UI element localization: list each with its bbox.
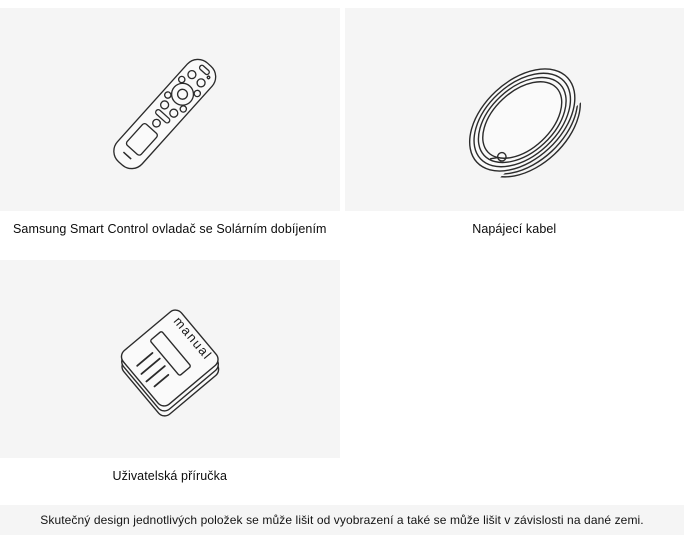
disclaimer-text: Skutečný design jednotlivých položek se může lišit od vyobrazení a také se může lišit v závislosti na dané zemi. xyxy=(40,513,644,527)
captions-row-1 xyxy=(0,211,684,260)
user-manual-icon xyxy=(0,260,340,458)
power-cable-icon xyxy=(345,8,684,211)
captions-row-2 xyxy=(0,458,684,505)
accessory-tile-remote xyxy=(0,8,340,211)
accessory-caption-manual: Uživatelská příručka xyxy=(112,469,228,483)
empty-slot xyxy=(345,260,684,458)
disclaimer-bar xyxy=(0,505,684,535)
accessory-tile-power-cable xyxy=(345,8,684,211)
accessories-row-2 xyxy=(0,260,684,458)
accessory-tile-manual xyxy=(0,260,340,458)
empty-caption-slot xyxy=(345,458,684,505)
accessory-caption-power-cable: Napájecí kabel xyxy=(472,222,557,236)
accessory-caption-remote: Samsung Smart Control ovladač se Solárním dobíjením xyxy=(12,222,327,236)
remote-control-icon xyxy=(0,8,340,211)
accessories-row-1 xyxy=(0,0,684,211)
manual-cover-title: manual xyxy=(170,313,216,363)
